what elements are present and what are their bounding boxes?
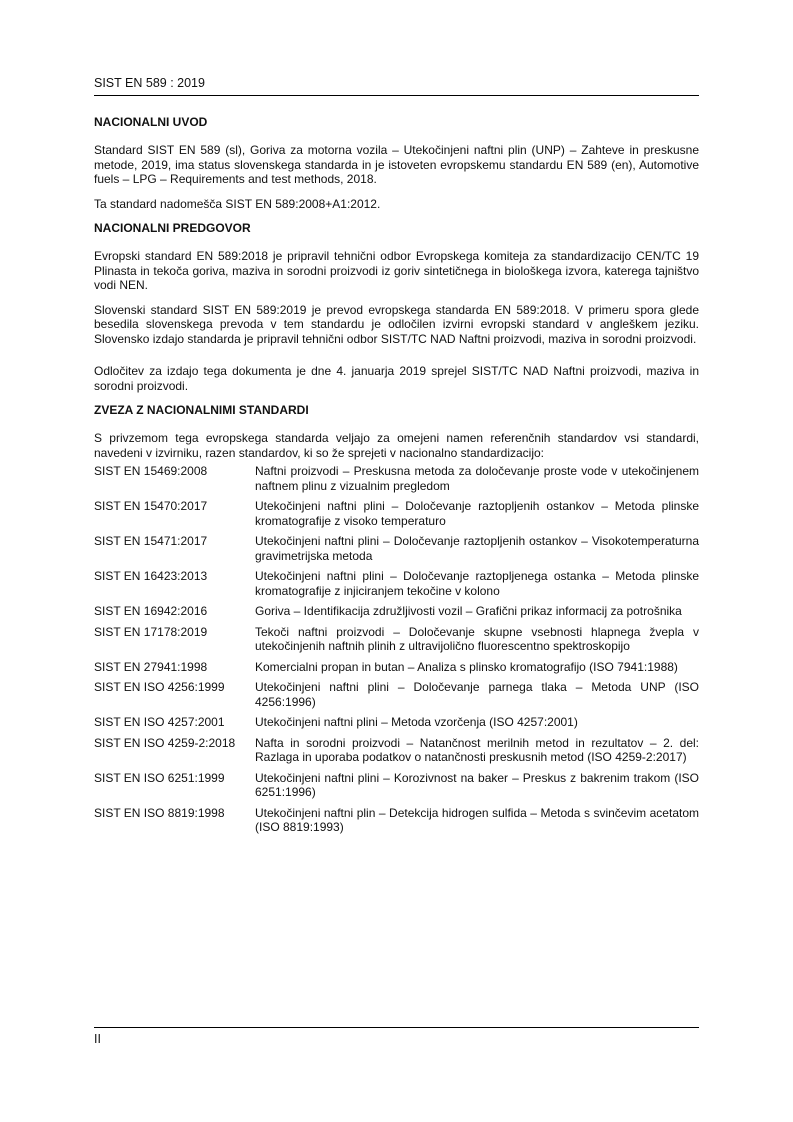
- table-row: [94, 680, 699, 715]
- section-nacionalni-uvod: [94, 115, 699, 211]
- table-row: [94, 534, 699, 569]
- standard-title: Utekočinjeni naftni plini – Določevanje raztopljenih ostankov – Metoda plinske kromatografije z visoko temperaturo: [255, 499, 699, 528]
- table-row: [94, 499, 699, 534]
- standard-code: SIST EN ISO 8819:1998: [94, 805, 225, 820]
- standard-code: SIST EN ISO 6251:1999: [94, 770, 225, 785]
- paragraph: Ta standard nadomešča SIST EN 589:2008+A1:2012.: [94, 196, 381, 211]
- paragraph: Odločitev za izdajo tega dokumenta je dne 4. januarja 2019 sprejel SIST/TC NAD Naftni proizvodi, maziva in sorodni proizvodi.: [94, 364, 699, 393]
- standard-title: Utekočinjeni naftni plini – Korozivnost na baker – Preskus z bakrenim trakom (ISO 6251:1996): [255, 770, 699, 799]
- standard-code: SIST EN 16423:2013: [94, 569, 208, 583]
- table-row: [94, 771, 699, 806]
- standard-title: Nafta in sorodni proizvodi – Natančnost merilnih metod in rezultatov – 2. del: Razlaga in uporaba podatkov o natančnosti preskusnih metod (ISO 4259-2:2017): [255, 735, 699, 764]
- table-row: [94, 604, 699, 625]
- standard-code: SIST EN 16942:2016: [94, 604, 208, 618]
- paragraph: Slovenski standard SIST EN 589:2019 je prevod evropskega standarda EN 589:2018. V primeru spora glede besedila slovenskega prevoda v tem standardu je odločilen izvirni evropski standard v angleškem jeziku. Slovensko izdajo standarda je pripravil tehnični odbor SIST/TC NAD Naftni proizvodi, maziva in sorodni proizvodi.: [94, 302, 699, 346]
- standard-title: Naftni proizvodi – Preskusna metoda za določevanje proste vode v utekočinjenem naftnem plinu z vizualnim pregledom: [255, 464, 699, 493]
- standard-code: SIST EN 15470:2017: [94, 499, 208, 513]
- standard-title: Goriva – Identifikacija združljivosti vozil – Grafični prikaz informacij za potrošnika: [255, 604, 682, 618]
- standard-code: SIST EN 15469:2008: [94, 464, 208, 478]
- section-zveza-z-nacionalnimi-standardi: [94, 403, 699, 841]
- standard-title: Tekoči naftni proizvodi – Določevanje skupne vsebnosti hlapnega žvepla v utekočinjenih naftnih plinih z ultravijolično fluorescentno spektroskopijo: [255, 624, 699, 653]
- table-row: [94, 660, 699, 681]
- standard-title: Utekočinjeni naftni plini – Določevanje parnega tlaka – Metoda UNP (ISO 4256:1996): [255, 680, 699, 709]
- running-header: [94, 76, 699, 96]
- table-row: [94, 464, 699, 499]
- header-title: SIST EN 589 : 2019: [94, 76, 205, 90]
- running-footer: [94, 1027, 699, 1047]
- standard-code: SIST EN ISO 4259-2:2018: [94, 735, 236, 750]
- standard-title: Utekočinjeni naftni plini – Metoda vzorčenja (ISO 4257:2001): [255, 715, 578, 729]
- page-number: II: [94, 1032, 101, 1046]
- standard-title: Utekočinjeni naftni plini – Določevanje raztopljenega ostanka – Metoda plinske kromatografije z injiciranjem tekočine v kolono: [255, 569, 699, 598]
- standard-code: SIST EN ISO 4257:2001: [94, 715, 225, 729]
- standard-title: Utekočinjeni naftni plin – Detekcija hidrogen sulfida – Metoda s svinčevim acetatom (ISO 8819:1993): [255, 805, 699, 834]
- standard-code: SIST EN ISO 4256:1999: [94, 680, 225, 694]
- section-heading: NACIONALNI PREDGOVOR: [94, 221, 251, 235]
- paragraph: Standard SIST EN 589 (sl), Goriva za motorna vozila – Utekočinjeni naftni plin (UNP) – Zahteve in preskusne metode, 2019, ima status slovenskega standarda in je istoveten evropskemu standardu EN 589 (en), Automotive fuels – LPG – Requirements and test methods, 2018.: [94, 143, 699, 186]
- table-row: [94, 569, 699, 604]
- standard-title: Utekočinjeni naftni plini – Določevanje raztopljenih ostankov – Visokotemperaturna gravimetrijska metoda: [255, 534, 699, 563]
- table-row: [94, 736, 699, 771]
- page-content: [94, 115, 699, 841]
- table-row: [94, 806, 699, 841]
- section-nacionalni-predgovor: [94, 221, 699, 393]
- standard-code: SIST EN 15471:2017: [94, 534, 208, 548]
- standard-title: Komercialni propan in butan – Analiza s plinsko kromatografijo (ISO 7941:1988): [255, 659, 678, 674]
- standard-code: SIST EN 27941:1998: [94, 659, 208, 674]
- section-heading: ZVEZA Z NACIONALNIMI STANDARDI: [94, 403, 309, 417]
- table-row: [94, 715, 699, 736]
- standard-code: SIST EN 17178:2019: [94, 624, 208, 639]
- table-row: [94, 625, 699, 660]
- paragraph: S privzemom tega evropskega standarda veljajo za omejeni namen referenčnih standardov vsi standardi, navedeni v izvirniku, razen standardov, ki so že sprejeti v nacionalno standardizacijo:: [94, 431, 699, 460]
- section-heading: NACIONALNI UVOD: [94, 115, 208, 129]
- reference-standards-table: [94, 464, 699, 841]
- paragraph: Evropski standard EN 589:2018 je pripravil tehnični odbor Evropskega komiteja za standardizacijo CEN/TC 19 Plinasta in tekoča goriva, maziva in sorodni proizvodi iz goriv sintetičnega in biološkega izvora, katerega tajništvo vodi NEN.: [94, 249, 699, 292]
